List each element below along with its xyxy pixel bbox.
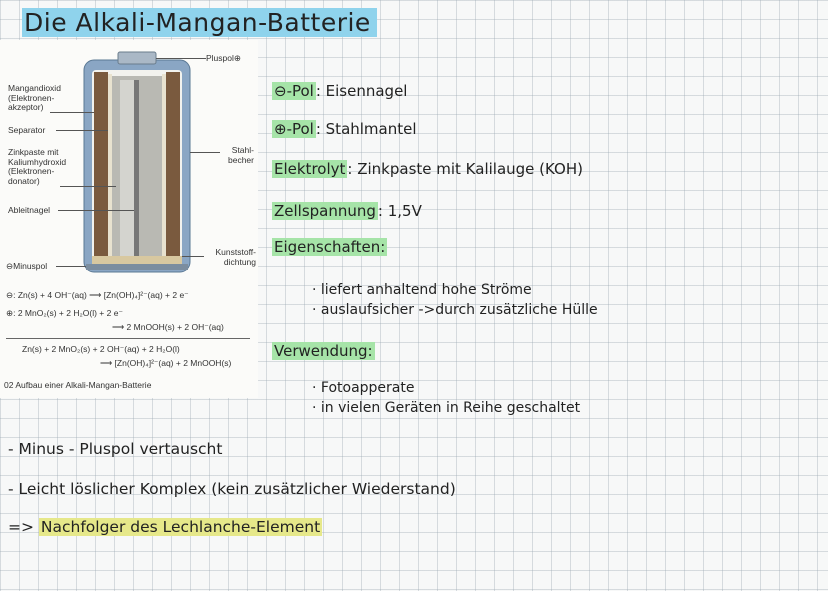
- verwendung-label: Verwendung:: [274, 342, 373, 360]
- note-elektrolyt: [272, 160, 583, 178]
- note-verwendung: [272, 342, 375, 360]
- zellspannung-value: : 1,5V: [377, 202, 422, 220]
- bottom-line-3-prefix: =>: [8, 518, 39, 536]
- note-eigenschaften: [272, 238, 387, 256]
- equation-anode: ⊖: Zn(s) + 4 OH⁻(aq) ⟶ [Zn(OH)₄]²⁻(aq) + 2 e⁻: [6, 290, 189, 300]
- mno2-layer-left: [94, 72, 108, 262]
- figure-caption: 02 Aufbau einer Alkali-Mangan-Batterie: [4, 380, 152, 390]
- elektrolyt-value: : Zinkpaste mit Kalilauge (KOH): [347, 160, 583, 178]
- separator-left: [108, 74, 112, 260]
- kunststoff-dichtung: [92, 256, 182, 264]
- verwendung-item-1: · Fotoapperate: [312, 380, 415, 396]
- eigenschaften-item-1: · liefert anhaltend hohe Ströme: [312, 282, 532, 298]
- note-plus-pol: [272, 120, 417, 138]
- note-zellspannung: [272, 202, 422, 220]
- label-stahlbecher: Stahl-becher: [228, 145, 254, 165]
- plus-pol-value: : Stahlmantel: [315, 120, 417, 138]
- page-title: [22, 8, 377, 37]
- minus-pol-label: ⊖-Pol: [274, 82, 314, 100]
- title-text: Die Alkali-Mangan-Batterie: [22, 8, 377, 37]
- bottom-line-3-highlight: Nachfolger des Lechlanche-Element: [40, 518, 321, 536]
- equation-total-1: Zn(s) + 2 MnO₂(s) + 2 OH⁻(aq) + 2 H₂O(l): [22, 344, 180, 354]
- bottom-line-2: - Leicht löslicher Komplex (kein zusätzlicher Wiederstand): [8, 480, 456, 498]
- label-separator: Separator: [8, 125, 46, 135]
- elektrolyt-label: Elektrolyt: [274, 160, 346, 178]
- verwendung-item-2: · in vielen Geräten in Reihe geschaltet: [312, 400, 581, 416]
- minus-plate: [86, 264, 188, 270]
- ableitnagel: [134, 80, 139, 258]
- eigenschaften-item-2: · auslaufsicher ->durch zusätzliche Hülle: [312, 302, 598, 318]
- label-mangandioxid: Mangandioxid (Elektronen-akzeptor): [8, 83, 61, 112]
- bottom-line-3: [8, 518, 322, 536]
- label-minuspol: ⊖Minuspol: [6, 261, 48, 271]
- bottom-line-1: - Minus - Pluspol vertauscht: [8, 440, 223, 458]
- label-ableitnagel: Ableitnagel: [8, 205, 51, 215]
- battery-figure: [0, 40, 258, 398]
- label-kunststoffdichtung: Kunststoff-dichtung: [215, 247, 256, 267]
- minus-pol-value: : Eisennagel: [315, 82, 408, 100]
- plus-pol-label: ⊕-Pol: [274, 120, 314, 138]
- equation-cathode-2: ⟶ 2 MnOOH(s) + 2 OH⁻(aq): [112, 322, 224, 332]
- equation-total-2: ⟶ [Zn(OH)₄]²⁻(aq) + 2 MnOOH(s): [100, 358, 232, 368]
- note-minus-pol: [272, 82, 407, 100]
- eigenschaften-label: Eigenschaften:: [274, 238, 386, 256]
- zellspannung-label: Zellspannung: [274, 202, 376, 220]
- mno2-layer-right: [166, 72, 180, 262]
- label-zinkpaste: Zinkpaste mit Kaliumhydroxid (Elektronen-donator): [8, 147, 67, 186]
- label-pluspol: Pluspol⊕: [206, 53, 242, 63]
- plus-cap: [118, 52, 156, 64]
- separator-right: [162, 74, 166, 260]
- equation-cathode-1: ⊕: 2 MnO₂(s) + 2 H₂O(l) + 2 e⁻: [6, 308, 123, 318]
